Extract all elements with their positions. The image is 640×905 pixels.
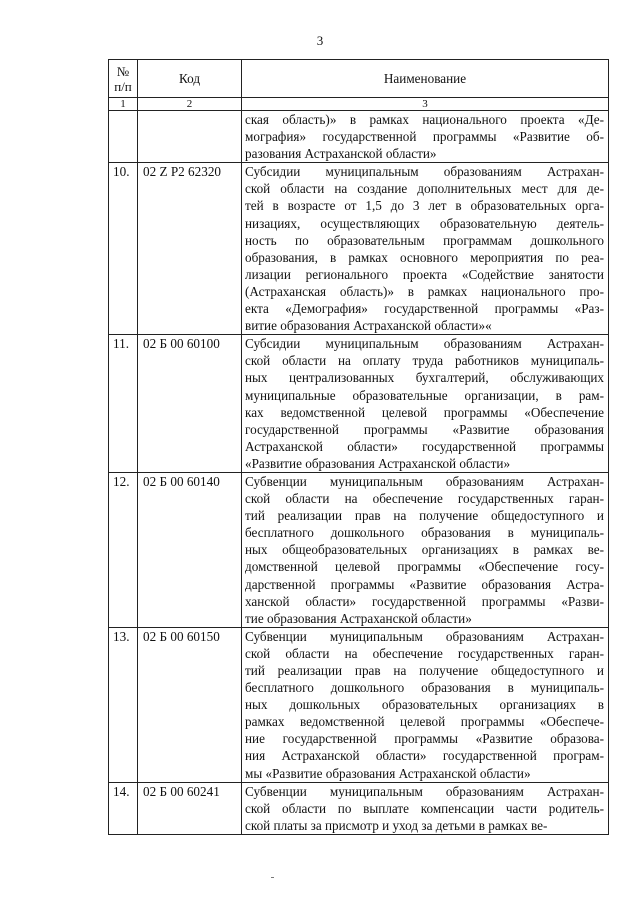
budget-code-table: [108, 59, 609, 835]
name-text-line: ных централизованных бухгалтерий, обслуживающих: [245, 370, 604, 386]
name-text-line: ской платы за присмотр и уход за детьми в рамках ве-: [245, 817, 548, 833]
row-name: [242, 472, 609, 627]
name-text-line: ханской области» государственной программы «Разви-: [245, 593, 604, 609]
row-name: [242, 782, 609, 834]
row-number: 14.: [109, 782, 138, 834]
column-index: 2: [138, 98, 242, 111]
name-text-line: ской области на обеспечение государственных гаран-: [245, 491, 604, 507]
name-text-line: образования, в рамках основного мероприятия по реа-: [245, 249, 604, 265]
scan-mark: [271, 877, 274, 878]
name-text-line: (Астраханская область)» в рамках национального про-: [245, 283, 604, 299]
page-number: 3: [316, 33, 324, 48]
row-number: 12.: [109, 472, 138, 627]
name-text-line: екта «Демография» государственной программы «Раз-: [245, 301, 604, 317]
row-number: 13.: [109, 627, 138, 782]
name-text-line: бесплатного дошкольного образования в муниципаль-: [245, 680, 604, 696]
row-name: [242, 627, 609, 782]
row-code: 02 Б 00 60241: [138, 782, 242, 834]
column-index: 1: [109, 98, 138, 111]
row-code: [138, 111, 242, 163]
table-row: [109, 111, 609, 163]
name-text-line: «Развитие образования Астраханской области»: [245, 455, 511, 471]
name-text-line: тий реализации прав на получение общедоступного и: [245, 663, 604, 678]
name-text-line: ния Астраханской области» государственной програм-: [245, 748, 604, 764]
table-row: [109, 627, 609, 782]
header-row: [109, 60, 609, 98]
name-text-line: витие образования Астраханской области»«: [245, 318, 492, 334]
table-row: [109, 163, 609, 335]
name-text-line: ных дошкольных образовательных организациях в: [245, 697, 604, 713]
name-text-line: разования Астраханской области»: [245, 146, 437, 162]
column-index: 3: [242, 98, 609, 111]
table-row: [109, 335, 609, 473]
name-text-line: ние государственной программы «Развитие образова-: [245, 731, 604, 747]
row-code: 02 Z P2 62320: [138, 163, 242, 335]
name-text-line: ской области на создание дополнительных мест для де-: [245, 181, 604, 197]
name-text-line: муниципальные образовательные организации, в рам-: [245, 387, 604, 403]
name-text-line: государственной программы «Развитие образования: [245, 421, 604, 437]
name-text-line: Субвенции муниципальным образованиям Астрахан-: [245, 473, 604, 489]
name-text-line: тей в возрасте от 1,5 до 3 лет в образовательных орга-: [245, 198, 604, 214]
row-name: [242, 163, 609, 335]
row-code: 02 Б 00 60150: [138, 627, 242, 782]
name-text-line: домственной целевой программы «Обеспечение госу-: [245, 559, 604, 575]
table-row: [109, 782, 609, 834]
name-text-line: ность по образовательным программам дошкольного: [245, 232, 604, 248]
name-text-line: Субвенции муниципальным образованиям Астрахан-: [245, 628, 604, 644]
name-text-line: мография» государственной программы «Развитие об-: [245, 129, 604, 145]
column-index-row: [109, 98, 609, 111]
row-name: [242, 335, 609, 473]
name-text-line: Субсидии муниципальным образованиям Астрахан-: [245, 164, 604, 180]
name-text-line: бесплатного дошкольного образования в муниципаль-: [245, 525, 604, 541]
name-text-line: лизации регионального проекта «Содействие занятости: [245, 266, 604, 282]
table-body: [109, 111, 609, 835]
name-text-line: Астраханской области» государственной программы: [245, 438, 604, 454]
name-text-line: Субвенции муниципальным образованиям Астрахан-: [245, 783, 604, 799]
header-code: Код: [138, 60, 242, 98]
name-text-line: ных общеобразовательных организациях в рамках ве-: [245, 542, 604, 558]
row-number: 10.: [109, 163, 138, 335]
table-header: [109, 60, 609, 111]
row-number: 11.: [109, 335, 138, 473]
name-text-line: мы «Развитие образования Астраханской области»: [245, 765, 531, 781]
name-text-line: дарственной программы «Развитие образования Астра-: [245, 576, 604, 592]
name-text-line: ской области по выплате компенсации части родитель-: [245, 800, 604, 816]
name-text-line: ках ведомственной целевой программы «Обеспечение: [245, 404, 604, 420]
name-text-line: ской области на оплату труда работников муниципаль-: [245, 353, 604, 369]
row-code: 02 Б 00 60140: [138, 472, 242, 627]
row-name: [242, 111, 609, 163]
name-text-line: низациях, осуществляющих образовательную деятель-: [245, 215, 604, 231]
table-row: [109, 472, 609, 627]
name-text-line: ской области на обеспечение государственных гаран-: [245, 645, 604, 661]
row-number: [109, 111, 138, 163]
header-name: Наименование: [242, 60, 609, 98]
name-text-line: Субсидии муниципальным образованиям Астрахан-: [245, 336, 604, 352]
row-code: 02 Б 00 60100: [138, 335, 242, 473]
name-text-line: тие образования Астраханской области»: [245, 610, 472, 626]
name-text-line: рамках ведомственной целевой программы «Обеспече-: [245, 714, 604, 730]
header-num: № п/п: [109, 60, 138, 98]
name-text-line: ская область)» в рамках национального проекта «Де-: [245, 112, 604, 127]
name-text-line: тий реализации прав на получение общедоступного и: [245, 508, 604, 524]
